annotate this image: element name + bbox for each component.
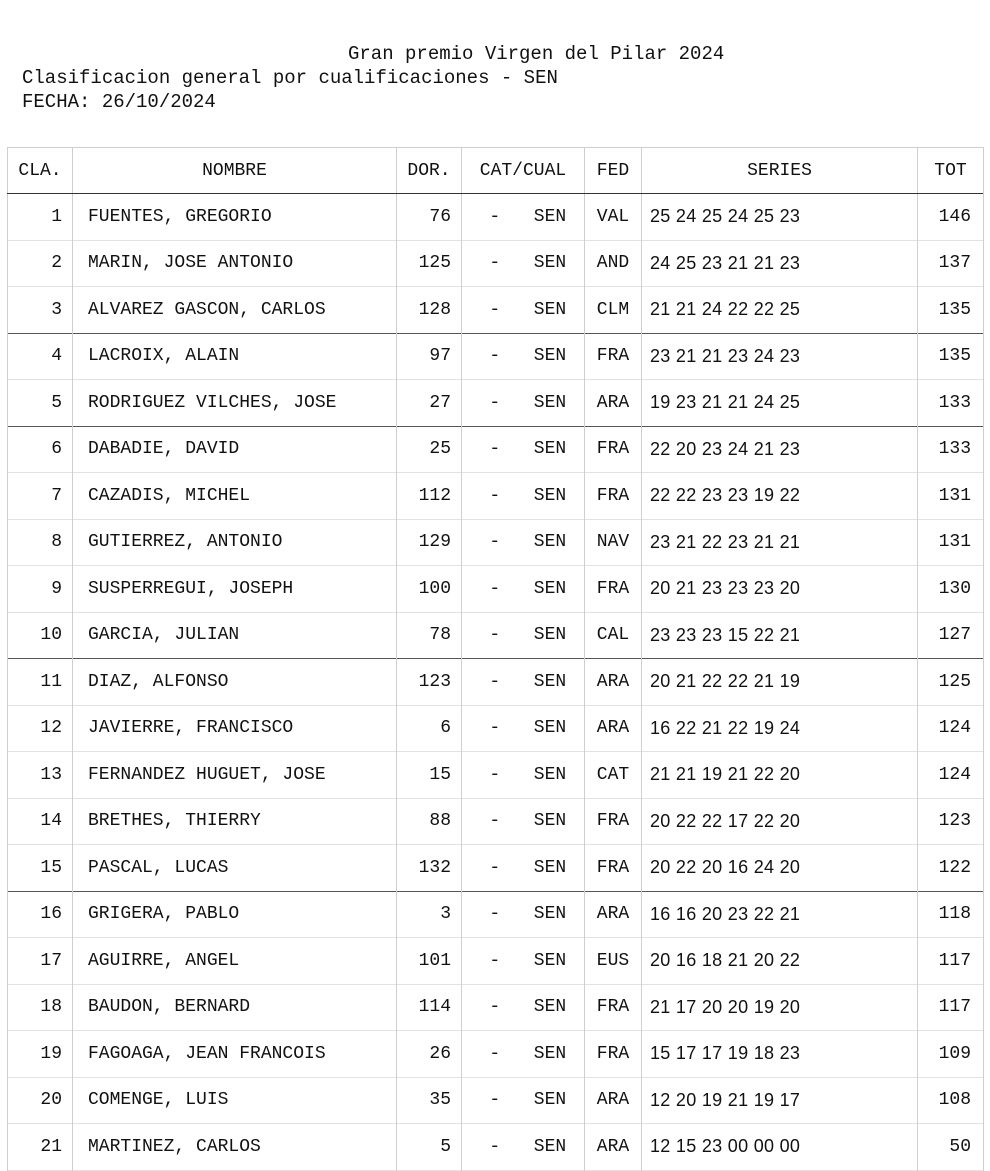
category-value: - — [489, 299, 501, 320]
total-cell: 124 — [918, 752, 984, 799]
name-cell: JAVIERRE, FRANCISCO — [73, 705, 397, 752]
bib-number-cell: 112 — [397, 473, 462, 520]
name-cell: DIAZ, ALFONSO — [73, 659, 397, 706]
table-row — [8, 240, 984, 287]
bib-number-cell: 15 — [397, 752, 462, 799]
document-header — [0, 0, 990, 140]
table-row — [8, 752, 984, 799]
category-value: - — [489, 1043, 501, 1064]
document-subtitle: Clasificacion general por cualificaciones - SEN — [22, 67, 558, 89]
category-value: - — [489, 578, 501, 599]
name-cell: BAUDON, BERNARD — [73, 984, 397, 1031]
federation-cell: FRA — [585, 984, 642, 1031]
rank-cell: 18 — [8, 984, 73, 1031]
category-cell — [462, 240, 585, 287]
table-row — [8, 1077, 984, 1124]
category-value: - — [489, 1090, 501, 1111]
name-cell: PASCAL, LUCAS — [73, 845, 397, 892]
federation-cell: FRA — [585, 566, 642, 613]
name-cell: GARCIA, JULIAN — [73, 612, 397, 659]
total-cell: 135 — [918, 333, 984, 380]
total-cell: 117 — [918, 938, 984, 985]
series-cell: 23 23 23 15 22 21 — [642, 612, 918, 659]
federation-cell: FRA — [585, 333, 642, 380]
federation-cell: CAL — [585, 612, 642, 659]
name-cell: MARIN, JOSE ANTONIO — [73, 240, 397, 287]
series-cell: 20 22 20 16 24 20 — [642, 845, 918, 892]
category-cell — [462, 612, 585, 659]
category-cell — [462, 333, 585, 380]
bib-number-cell: 101 — [397, 938, 462, 985]
category-value: - — [489, 346, 501, 367]
table-row — [8, 705, 984, 752]
series-cell: 20 22 22 17 22 20 — [642, 798, 918, 845]
rank-cell: 14 — [8, 798, 73, 845]
bib-number-cell: 26 — [397, 1031, 462, 1078]
bib-number-cell: 123 — [397, 659, 462, 706]
rank-cell: 21 — [8, 1124, 73, 1171]
qualification-value: SEN — [533, 532, 567, 553]
qualification-value: SEN — [533, 578, 567, 599]
category-cell — [462, 659, 585, 706]
rank-cell: 8 — [8, 519, 73, 566]
bib-number-cell: 3 — [397, 891, 462, 938]
rank-cell: 12 — [8, 705, 73, 752]
qualification-value: SEN — [533, 718, 567, 739]
federation-cell: NAV — [585, 519, 642, 566]
rank-cell: 11 — [8, 659, 73, 706]
category-value: - — [489, 997, 501, 1018]
total-cell: 118 — [918, 891, 984, 938]
total-cell: 130 — [918, 566, 984, 613]
column-header-series: SERIES — [642, 148, 918, 194]
category-value: - — [489, 950, 501, 971]
federation-cell: FRA — [585, 473, 642, 520]
federation-cell: ARA — [585, 380, 642, 427]
bib-number-cell: 97 — [397, 333, 462, 380]
category-cell — [462, 566, 585, 613]
category-cell — [462, 938, 585, 985]
name-cell: LACROIX, ALAIN — [73, 333, 397, 380]
name-cell: RODRIGUEZ VILCHES, JOSE — [73, 380, 397, 427]
rank-cell: 6 — [8, 426, 73, 473]
rank-cell: 13 — [8, 752, 73, 799]
series-cell: 23 21 22 23 21 21 — [642, 519, 918, 566]
total-cell: 124 — [918, 705, 984, 752]
table-row — [8, 519, 984, 566]
total-cell: 109 — [918, 1031, 984, 1078]
bib-number-cell: 76 — [397, 194, 462, 241]
bib-number-cell: 88 — [397, 798, 462, 845]
column-header-fed: FED — [585, 148, 642, 194]
rank-cell: 1 — [8, 194, 73, 241]
series-cell: 22 20 23 24 21 23 — [642, 426, 918, 473]
federation-cell: FRA — [585, 798, 642, 845]
table-row — [8, 659, 984, 706]
category-value: - — [489, 764, 501, 785]
series-cell: 21 21 24 22 22 25 — [642, 287, 918, 334]
total-cell: 137 — [918, 240, 984, 287]
name-cell: FUENTES, GREGORIO — [73, 194, 397, 241]
category-value: - — [489, 1136, 501, 1157]
federation-cell: FRA — [585, 845, 642, 892]
qualification-value: SEN — [533, 671, 567, 692]
qualification-value: SEN — [533, 904, 567, 925]
category-cell — [462, 705, 585, 752]
rank-cell: 17 — [8, 938, 73, 985]
qualification-value: SEN — [533, 857, 567, 878]
federation-cell: AND — [585, 240, 642, 287]
bib-number-cell: 128 — [397, 287, 462, 334]
total-cell: 131 — [918, 473, 984, 520]
category-value: - — [489, 439, 501, 460]
series-cell: 23 21 21 23 24 23 — [642, 333, 918, 380]
column-header-tot: TOT — [918, 148, 984, 194]
federation-cell: FRA — [585, 1031, 642, 1078]
table-row — [8, 566, 984, 613]
right-edge-divider — [983, 147, 990, 1171]
qualification-value: SEN — [533, 950, 567, 971]
category-value: - — [489, 206, 501, 227]
column-header-dor: DOR. — [397, 148, 462, 194]
column-header-cat-cual: CAT/CUAL — [462, 148, 585, 194]
bib-number-cell: 35 — [397, 1077, 462, 1124]
category-cell — [462, 473, 585, 520]
table-row — [8, 194, 984, 241]
name-cell: SUSPERREGUI, JOSEPH — [73, 566, 397, 613]
table-row — [8, 380, 984, 427]
federation-cell: ARA — [585, 1077, 642, 1124]
series-cell: 12 15 23 00 00 00 — [642, 1124, 918, 1171]
total-cell: 117 — [918, 984, 984, 1031]
total-cell: 123 — [918, 798, 984, 845]
bib-number-cell: 100 — [397, 566, 462, 613]
qualification-value: SEN — [533, 997, 567, 1018]
total-cell: 133 — [918, 380, 984, 427]
table-row — [8, 426, 984, 473]
category-value: - — [489, 671, 501, 692]
series-cell: 25 24 25 24 25 23 — [642, 194, 918, 241]
bib-number-cell: 114 — [397, 984, 462, 1031]
total-cell: 133 — [918, 426, 984, 473]
name-cell: FAGOAGA, JEAN FRANCOIS — [73, 1031, 397, 1078]
rank-cell: 2 — [8, 240, 73, 287]
series-cell: 21 21 19 21 22 20 — [642, 752, 918, 799]
series-cell: 16 22 21 22 19 24 — [642, 705, 918, 752]
bib-number-cell: 25 — [397, 426, 462, 473]
qualification-value: SEN — [533, 1090, 567, 1111]
bib-number-cell: 5 — [397, 1124, 462, 1171]
category-cell — [462, 752, 585, 799]
federation-cell: ARA — [585, 1124, 642, 1171]
qualification-value: SEN — [533, 299, 567, 320]
rank-cell: 15 — [8, 845, 73, 892]
table-row — [8, 1124, 984, 1171]
federation-cell: EUS — [585, 938, 642, 985]
category-cell — [462, 1077, 585, 1124]
category-cell — [462, 1031, 585, 1078]
table-row — [8, 938, 984, 985]
total-cell: 135 — [918, 287, 984, 334]
series-cell: 21 17 20 20 19 20 — [642, 984, 918, 1031]
rank-cell: 9 — [8, 566, 73, 613]
category-cell — [462, 194, 585, 241]
total-cell: 125 — [918, 659, 984, 706]
qualification-value: SEN — [533, 346, 567, 367]
bib-number-cell: 125 — [397, 240, 462, 287]
category-value: - — [489, 392, 501, 413]
category-cell — [462, 519, 585, 566]
qualification-value: SEN — [533, 439, 567, 460]
column-header-nombre: NOMBRE — [73, 148, 397, 194]
rank-cell: 5 — [8, 380, 73, 427]
document-date: FECHA: 26/10/2024 — [22, 91, 216, 113]
name-cell: ALVAREZ GASCON, CARLOS — [73, 287, 397, 334]
rank-cell: 7 — [8, 473, 73, 520]
series-cell: 24 25 23 21 21 23 — [642, 240, 918, 287]
table-row — [8, 891, 984, 938]
category-cell — [462, 845, 585, 892]
qualification-value: SEN — [533, 253, 567, 274]
federation-cell: VAL — [585, 194, 642, 241]
series-cell: 15 17 17 19 18 23 — [642, 1031, 918, 1078]
category-value: - — [489, 485, 501, 506]
qualification-value: SEN — [533, 206, 567, 227]
rank-cell: 10 — [8, 612, 73, 659]
table-row — [8, 473, 984, 520]
table-row — [8, 984, 984, 1031]
federation-cell: FRA — [585, 426, 642, 473]
name-cell: MARTINEZ, CARLOS — [73, 1124, 397, 1171]
name-cell: COMENGE, LUIS — [73, 1077, 397, 1124]
category-value: - — [489, 253, 501, 274]
table-row — [8, 798, 984, 845]
total-cell: 108 — [918, 1077, 984, 1124]
category-cell — [462, 1124, 585, 1171]
federation-cell: ARA — [585, 705, 642, 752]
qualification-value: SEN — [533, 485, 567, 506]
total-cell: 127 — [918, 612, 984, 659]
category-cell — [462, 380, 585, 427]
total-cell: 122 — [918, 845, 984, 892]
name-cell: FERNANDEZ HUGUET, JOSE — [73, 752, 397, 799]
category-value: - — [489, 904, 501, 925]
bib-number-cell: 132 — [397, 845, 462, 892]
category-value: - — [489, 811, 501, 832]
rank-cell: 3 — [8, 287, 73, 334]
total-cell: 50 — [918, 1124, 984, 1171]
category-cell — [462, 798, 585, 845]
federation-cell: ARA — [585, 659, 642, 706]
bib-number-cell: 6 — [397, 705, 462, 752]
series-cell: 20 16 18 21 20 22 — [642, 938, 918, 985]
table-header-row — [8, 148, 984, 194]
table-row — [8, 287, 984, 334]
rank-cell: 19 — [8, 1031, 73, 1078]
bib-number-cell: 27 — [397, 380, 462, 427]
column-header-cla: CLA. — [8, 148, 73, 194]
table-body — [8, 194, 984, 1171]
bib-number-cell: 78 — [397, 612, 462, 659]
bib-number-cell: 129 — [397, 519, 462, 566]
qualification-value: SEN — [533, 1136, 567, 1157]
qualification-value: SEN — [533, 764, 567, 785]
series-cell: 20 21 22 22 21 19 — [642, 659, 918, 706]
name-cell: DABADIE, DAVID — [73, 426, 397, 473]
category-value: - — [489, 532, 501, 553]
series-cell: 19 23 21 21 24 25 — [642, 380, 918, 427]
qualification-value: SEN — [533, 625, 567, 646]
federation-cell: CLM — [585, 287, 642, 334]
category-cell — [462, 287, 585, 334]
series-cell: 22 22 23 23 19 22 — [642, 473, 918, 520]
federation-cell: ARA — [585, 891, 642, 938]
federation-cell: CAT — [585, 752, 642, 799]
series-cell: 16 16 20 23 22 21 — [642, 891, 918, 938]
name-cell: BRETHES, THIERRY — [73, 798, 397, 845]
results-table — [7, 147, 984, 1171]
rank-cell: 16 — [8, 891, 73, 938]
category-value: - — [489, 625, 501, 646]
document-title: Gran premio Virgen del Pilar 2024 — [348, 43, 725, 65]
qualification-value: SEN — [533, 811, 567, 832]
category-cell — [462, 984, 585, 1031]
category-cell — [462, 891, 585, 938]
name-cell: AGUIRRE, ANGEL — [73, 938, 397, 985]
name-cell: CAZADIS, MICHEL — [73, 473, 397, 520]
rank-cell: 20 — [8, 1077, 73, 1124]
qualification-value: SEN — [533, 392, 567, 413]
series-cell: 12 20 19 21 19 17 — [642, 1077, 918, 1124]
table-row — [8, 333, 984, 380]
table-row — [8, 612, 984, 659]
name-cell: GRIGERA, PABLO — [73, 891, 397, 938]
table-row — [8, 845, 984, 892]
category-cell — [462, 426, 585, 473]
qualification-value: SEN — [533, 1043, 567, 1064]
table-row — [8, 1031, 984, 1078]
category-value: - — [489, 857, 501, 878]
category-value: - — [489, 718, 501, 739]
total-cell: 131 — [918, 519, 984, 566]
series-cell: 20 21 23 23 23 20 — [642, 566, 918, 613]
rank-cell: 4 — [8, 333, 73, 380]
name-cell: GUTIERREZ, ANTONIO — [73, 519, 397, 566]
total-cell: 146 — [918, 194, 984, 241]
